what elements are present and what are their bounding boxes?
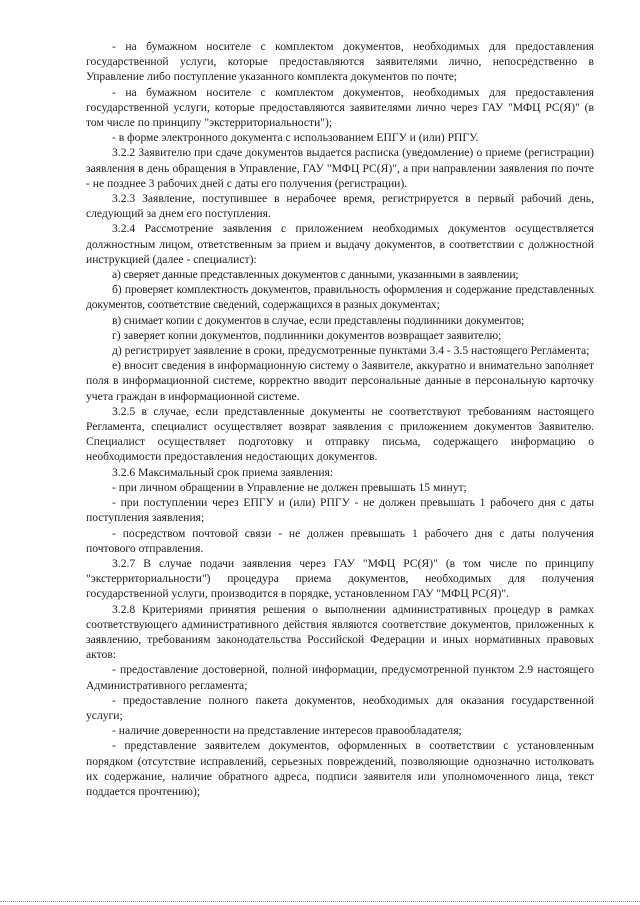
document-body bbox=[86, 39, 594, 799]
paragraph-3-2-4: 3.2.4 Рассмотрение заявления с приложением необходимых документов осуществляется должностным лицом, ответственным за прием и выдачу документов, в соответствии с должностной инструкцией (далее - специалист): bbox=[86, 222, 594, 266]
paragraph-item-e: е) вносит сведения в информационную систему о Заявителе, аккуратно и внимательно заполняет поля в информационной системе, корректно вводит персональные данные в персональную карточку учета граждан в информационной системе. bbox=[86, 359, 594, 403]
paragraph-item-d: д) регистрирует заявление в сроки, предусмотренные пунктами 3.4 - 3.5 настоящего Регламента; bbox=[112, 344, 590, 358]
paragraph-personal-visit: - при личном обращении в Управление не должен превышать 15 минут; bbox=[112, 480, 467, 494]
paragraph-3-2-3: 3.2.3 Заявление, поступившее в нерабочее время, регистрируется в первый рабочий день, следующий за днем его поступления. bbox=[86, 192, 594, 221]
paragraph-item-b: б) проверяет комплектность документов, правильность оформления и содержание представленных документов, соответствие сведений, содержащихся в разных документах; bbox=[86, 283, 594, 312]
paragraph-3-2-8: 3.2.8 Критериями принятия решения о выполнении административных процедур в рамках соответствующего административного действия являются соответствие документов, приложенных к заявлению, требованиям законодательства Российской Федерации и иных нормативных правовых актов: bbox=[86, 602, 594, 662]
paragraph-criterion-power-of-attorney: - наличие доверенности на представление интересов правообладателя; bbox=[112, 724, 462, 738]
paragraph-3-2-6: 3.2.6 Максимальный срок приема заявления: bbox=[112, 465, 334, 479]
paragraph-criterion-package: - предоставление полного пакета документов, необходимых для оказания государственной услуги; bbox=[86, 693, 594, 722]
paragraph-3-2-7: 3.2.7 В случае подачи заявления через ГАУ "МФЦ РС(Я)" (в том числе по принципу "экстерриториальности") процедура приема документов, необходимых для получения государственной услуги, производится в порядке, установленном ГАУ "МФЦ РС(Я)". bbox=[86, 556, 594, 601]
paragraph-postal: - посредством почтовой связи - не должен превышать 1 рабочего дня с даты получения почтового отправления. bbox=[86, 526, 594, 555]
paragraph-paper-mfc: - на бумажном носителе с комплектом документов, необходимых для предоставления государственной услуги, которые предоставляются заявителями лично через ГАУ "МФЦ РС(Я)" (в том числе по принципу "экстерриториальности"); bbox=[86, 85, 594, 130]
paragraph-epgu-rpgu: - при поступлении через ЕПГУ и (или) РПГУ - не должен превышать 1 рабочего дня с даты поступления заявления; bbox=[86, 496, 594, 525]
paragraph-3-2-2: 3.2.2 Заявителю при сдаче документов выдается расписка (уведомление) о приеме (регистрации) заявления в день обращения в Управление, ГАУ "МФЦ РС(Я)", а при направлении заявления по почте - не позднее 3 рабочих дней с даты его получения (регистрации). bbox=[86, 146, 594, 190]
paragraph-item-g: г) заверяет копии документов, подлинники документов возвращает заявителю; bbox=[112, 328, 502, 342]
paragraph-paper-direct: - на бумажном носителе с комплектом документов, необходимых для предоставления государственной услуги, которые предоставляются заявителями лично, непосредственно в Управление либо поступление указанного комплекта документов по почте; bbox=[86, 40, 594, 84]
paragraph-item-v: в) снимает копии с документов в случае, если представлены подлинники документов; bbox=[112, 313, 525, 327]
paragraph-criterion-documents-format: - представление заявителем документов, оформленных в соответствии с установленным порядком (отсутствие исправлений, серьезных повреждений, позволяющие однозначно истолковать их содержание, наличие обратного адреса, подписи заявителя или уполномоченного лица, текст поддается прочтению); bbox=[86, 739, 594, 798]
paragraph-criterion-info: - предоставление достоверной, полной информации, предусмотренной пунктом 2.9 настоящего Административного регламента; bbox=[86, 663, 594, 692]
paragraph-3-2-5: 3.2.5 в случае, если представленные документы не соответствуют требованиям настоящего Регламента, специалист осуществляет возврат заявления с приложением документов Заявителю. Специалист осуществляет подготовку и отправку письма, содержащего информацию о необходимости предоставления недостающих документов. bbox=[86, 404, 594, 464]
paragraph-item-a: а) сверяет данные представленных документов с данными, указанными в заявлении; bbox=[112, 268, 519, 282]
paragraph-electronic: - в форме электронного документа с использованием ЕПГУ и (или) РПГУ. bbox=[112, 131, 479, 145]
page-bottom-edge bbox=[0, 901, 640, 902]
